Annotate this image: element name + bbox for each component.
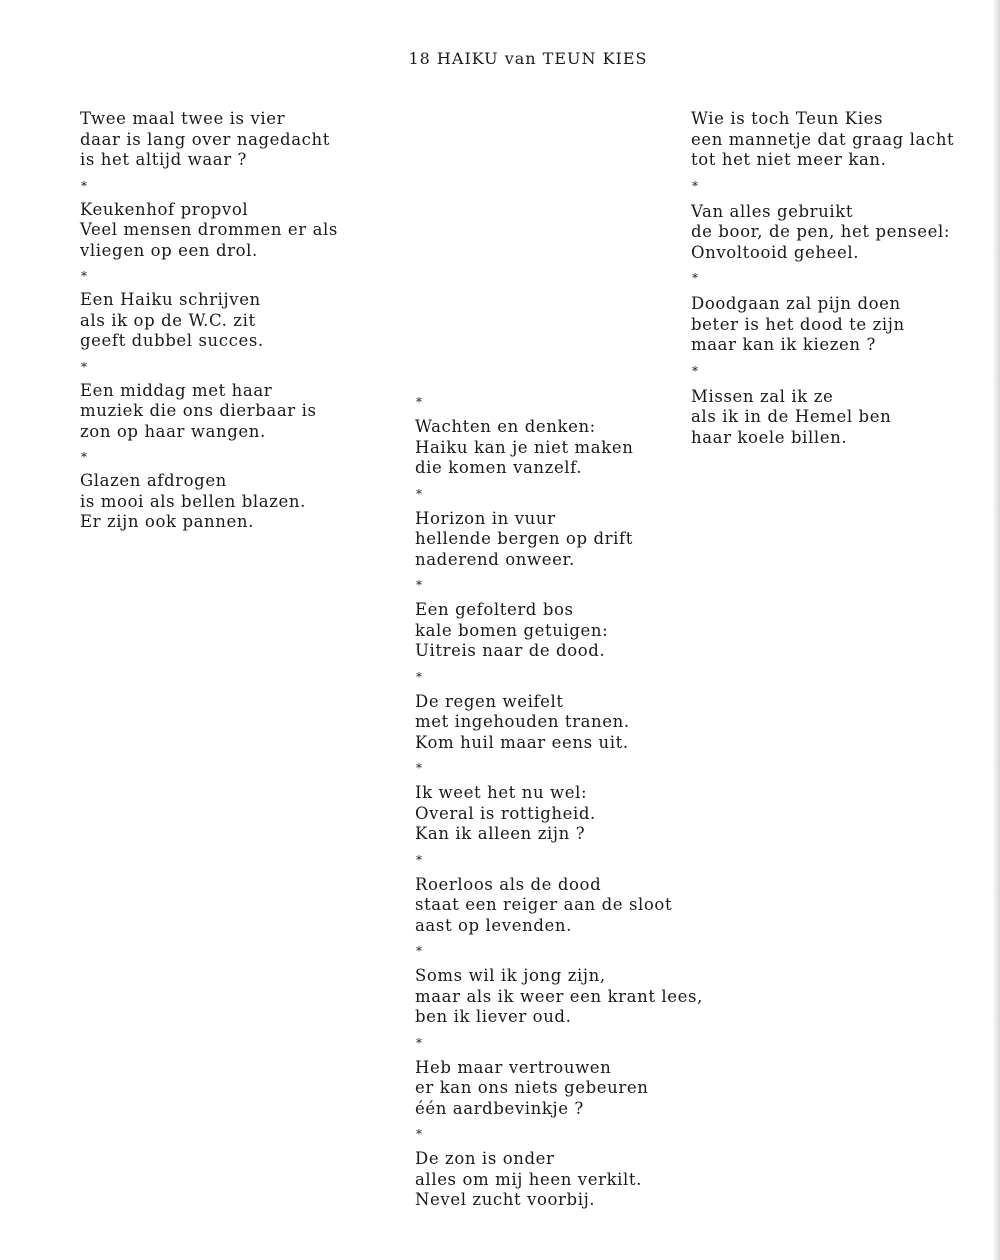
haiku-line: Uitreis naar de dood.: [415, 641, 606, 660]
poem-separator: *: [81, 178, 87, 193]
page-title: 18 HAIKU van TEUN KIES: [408, 49, 648, 68]
poem-separator: *: [416, 944, 422, 958]
haiku: [415, 1149, 735, 1211]
haiku-line: Doodgaan zal pijn doen: [691, 294, 901, 313]
haiku-line: als ik op de W.C. zit: [80, 310, 256, 330]
haiku-line: Onvoltooid geheel.: [691, 242, 860, 262]
haiku-line: Ik weet het nu wel:: [415, 783, 588, 802]
poem-separator: *: [692, 363, 698, 378]
haiku-line: geeft dubbel succes.: [80, 331, 264, 350]
haiku-line: Een Haiku schrijven: [80, 290, 261, 309]
right-column: [691, 109, 1000, 448]
haiku-line: Missen zal ik ze: [691, 386, 834, 406]
poem-separator: *: [692, 178, 698, 193]
haiku-line: De regen weifelt: [415, 691, 564, 711]
haiku-line: staat een reiger aan de sloot: [415, 895, 673, 914]
haiku-line: daar is lang over nagedacht: [80, 129, 330, 149]
haiku: [415, 783, 735, 845]
haiku-line: tot het niet meer kan.: [691, 150, 887, 169]
haiku: [691, 202, 1000, 264]
haiku-line: Wachten en denken:: [415, 417, 596, 436]
haiku-line: Heb maar vertrouwen: [415, 1057, 612, 1077]
haiku-line: die komen vanzelf.: [415, 458, 583, 477]
haiku-line: hellende bergen op drift: [415, 529, 633, 548]
poem-separator: *: [416, 395, 422, 409]
haiku-line: Soms wil ik jong zijn,: [415, 966, 606, 985]
haiku-line: aast op levenden.: [415, 915, 572, 935]
haiku-line: Veel mensen drommen er als: [80, 220, 338, 239]
haiku-line: als ik in de Hemel ben: [691, 407, 892, 426]
haiku: [415, 509, 735, 571]
poem-separator: *: [416, 669, 422, 684]
haiku-line: is het altijd waar ?: [80, 150, 247, 169]
haiku-line: Er zijn ook pannen.: [80, 512, 254, 531]
haiku-line: met ingehouden tranen.: [415, 712, 630, 731]
haiku-line: de boor, de pen, het penseel:: [691, 222, 951, 241]
haiku-line: beter is het dood te zijn: [691, 314, 905, 334]
haiku: [415, 692, 735, 754]
haiku: [80, 200, 400, 262]
haiku-line: Horizon in vuur: [415, 508, 556, 528]
poem-separator: *: [81, 269, 87, 283]
page-edge-shadow: [992, 0, 1000, 1260]
haiku-line: Overal is rottigheid.: [415, 803, 596, 823]
haiku-line: Een gefolterd bos: [415, 600, 574, 619]
haiku: [80, 381, 400, 443]
haiku: [415, 600, 735, 662]
haiku-line: Roerloos als de dood: [415, 874, 602, 894]
left-column: [80, 109, 400, 533]
poem-separator: *: [416, 486, 422, 501]
haiku-line: maar kan ik kiezen ?: [691, 335, 876, 354]
poem-separator: *: [416, 1127, 422, 1141]
poem-separator: *: [416, 761, 422, 775]
poem-separator: *: [416, 1035, 422, 1050]
haiku: [691, 294, 1000, 356]
middle-column: [415, 387, 735, 1211]
haiku-line: is mooi als bellen blazen.: [80, 491, 306, 511]
haiku-line: er kan ons niets gebeuren: [415, 1078, 649, 1097]
poem-separator: *: [692, 271, 698, 285]
haiku-line: Kan ik alleen zijn ?: [415, 824, 586, 843]
haiku-line: Een middag met haar: [80, 380, 273, 400]
haiku: [415, 1058, 735, 1120]
haiku-line: maar als ik weer een krant lees,: [415, 986, 703, 1006]
haiku-line: alles om mij heen verkilt.: [415, 1169, 643, 1189]
haiku: [415, 966, 735, 1028]
haiku-line: vliegen op een drol.: [80, 240, 258, 260]
poem-separator: *: [416, 852, 422, 867]
haiku-line: De zon is onder: [415, 1149, 555, 1168]
haiku: [80, 290, 400, 352]
haiku-line: Wie is toch Teun Kies: [691, 109, 884, 128]
haiku: [80, 109, 400, 171]
haiku: [415, 417, 735, 479]
haiku: [415, 875, 735, 937]
haiku-line: haar koele billen.: [691, 427, 848, 447]
haiku-line: één aardbevinkje ?: [415, 1098, 584, 1118]
haiku-line: Twee maal twee is vier: [80, 109, 286, 128]
haiku: [691, 109, 1000, 171]
haiku-line: kale bomen getuigen:: [415, 620, 609, 640]
haiku-line: Haiku kan je niet maken: [415, 437, 634, 457]
haiku: [691, 387, 1000, 449]
haiku-line: zon op haar wangen.: [80, 421, 266, 441]
haiku-line: muziek die ons dierbaar is: [80, 401, 317, 420]
haiku: [80, 471, 400, 533]
haiku-line: een mannetje dat graag lacht: [691, 129, 955, 149]
haiku-line: naderend onweer.: [415, 549, 576, 569]
poem-separator: *: [416, 578, 422, 592]
haiku-line: Glazen afdrogen: [80, 471, 227, 490]
haiku-line: Nevel zucht voorbij.: [415, 1190, 596, 1209]
poem-separator: *: [81, 359, 87, 374]
poem-separator: *: [81, 450, 87, 464]
haiku-line: Van alles gebruikt: [691, 201, 854, 221]
haiku-line: Kom huil maar eens uit.: [415, 732, 629, 752]
haiku-line: Keukenhof propvol: [80, 199, 249, 219]
haiku-line: ben ik liever oud.: [415, 1007, 572, 1026]
